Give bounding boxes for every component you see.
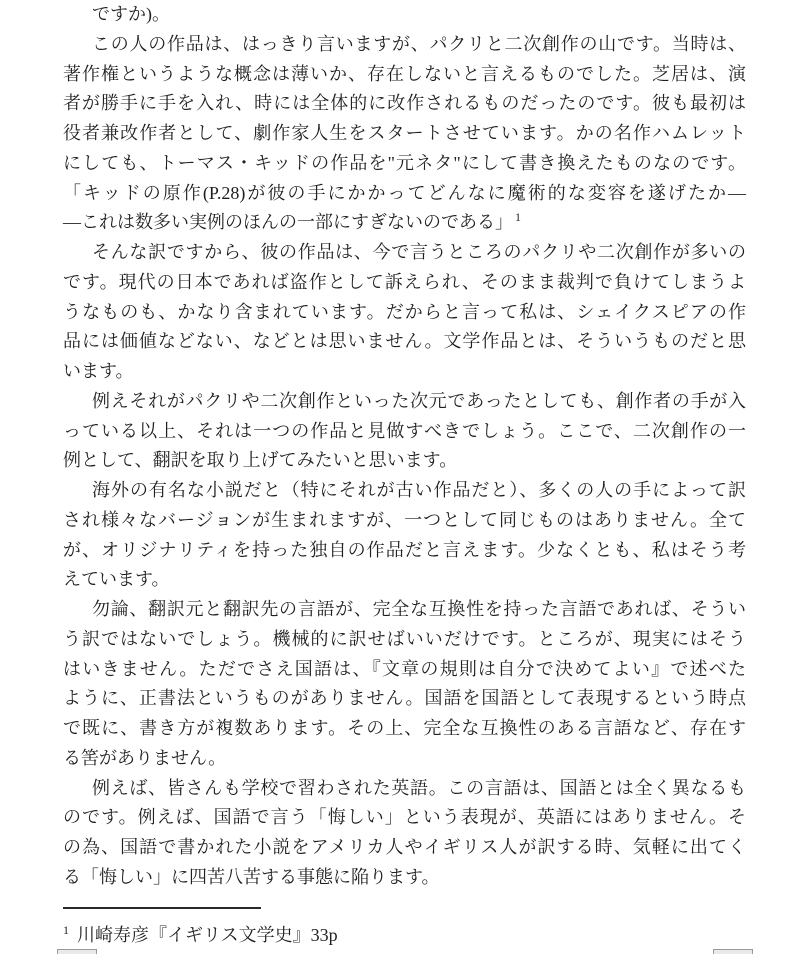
- text-line: です。現代の日本であれば盗作として訴えられ、そのまま裁判で負けてしまうよ: [63, 271, 746, 292]
- text-line: 例えそれがパクリや二次創作といった次元であったとしても、創作者の手が入: [92, 390, 746, 411]
- footnote-text: 川崎寿彦『イギリス文学史』33p: [77, 925, 338, 945]
- text-line: ですか)。: [92, 4, 170, 24]
- footnote-reference: 1: [515, 210, 521, 225]
- text-line: 例として、翻訳を取り上げてみたいと思います。: [63, 450, 458, 471]
- footnote: [63, 921, 338, 951]
- text-line: 者が勝手に手を入れ、時には全体的に改作されるものだったのです。彼も最初は: [63, 93, 746, 114]
- text-line: はいきません。ただでさえ国語は、『文章の規則は自分で決めてよい』で述べた: [63, 658, 746, 679]
- text-line: えています。: [63, 569, 170, 590]
- text-line: 品には価値などない、などとは思いません。文学作品とは、そういうものだと思: [63, 331, 746, 352]
- text-line: が、オリジナリティを持った独自の作品だと言えます。少なくとも、私はそう考: [63, 539, 746, 560]
- text-line: 「キッドの原作(P.28)が彼の手にかかってどんなに魔術的な変容を遂げたか—: [63, 182, 746, 203]
- text-block: [63, 0, 746, 893]
- text-line: る筈がありません。: [63, 747, 227, 768]
- text-line: にしても、トーマス・キッドの作品を"元ネタ"にして書き換えたものなのです。: [63, 152, 746, 173]
- text-line: 勿論、翻訳元と翻訳先の言語が、完全な互換性を持った言語であれば、そうい: [92, 599, 746, 619]
- bottom-right-button-partial[interactable]: [713, 949, 753, 954]
- text-line: この人の作品は、はっきり言いますが、パクリと二次創作の山です。当時は、: [92, 33, 746, 54]
- text-line: っている以上、それは一つの作品と見做すべきでしょう。ここで、二次創作の一: [63, 420, 746, 441]
- text-line: で既に、書き方が複数あります。その上、完全な互換性のある言語など、存在す: [63, 718, 746, 738]
- footnote-separator: [63, 907, 261, 909]
- footnote-marker: 1: [63, 923, 69, 937]
- text-line: され様々なバージョンが生まれますが、一つとして同じものはありません。全て: [63, 509, 746, 530]
- text-line: 例えば、皆さんも学校で習わされた英語。この言語は、国語とは全く異なるも: [92, 777, 746, 798]
- text-line: のです。例えば、国語で言う「悔しい」という表現が、英語にはありません。そ: [63, 807, 746, 828]
- text-line: の為、国語で書かれた小説をアメリカ人やイギリス人が訳する時、気軽に出てく: [63, 837, 746, 857]
- text-line: 海外の有名な小説だと（特にそれが古い作品だと）、多くの人の手によって訳: [92, 480, 746, 500]
- text-line: ように、正書法というものがありません。国語を国語として表現するという時点: [63, 688, 746, 709]
- text-line: る「悔しい」に四苦八苦する事態に陥ります。: [63, 866, 440, 887]
- text-line: います。: [63, 361, 134, 381]
- text-line: うなものも、かなり含まれています。だからと言って私は、シェイクスピアの作: [63, 301, 746, 322]
- text-line: う訳ではないでしょう。機械的に訳せばいいだけです。ところが、現実にはそう: [63, 628, 746, 649]
- text-line: 役者兼改作者として、劇作家人生をスタートさせています。かの名作ハムレット: [63, 123, 746, 143]
- text-line: 著作権というような概念は薄いか、存在しないと言えるものでした。芝居は、演: [63, 63, 746, 84]
- text-line: そんな訳ですから、彼の作品は、今で言うところのパクリや二次創作が多いの: [92, 242, 746, 262]
- bottom-left-button-partial[interactable]: [57, 949, 97, 954]
- text-line: —これは数多い実例のほんの一部にすぎないのである」 $^1$: [63, 210, 521, 233]
